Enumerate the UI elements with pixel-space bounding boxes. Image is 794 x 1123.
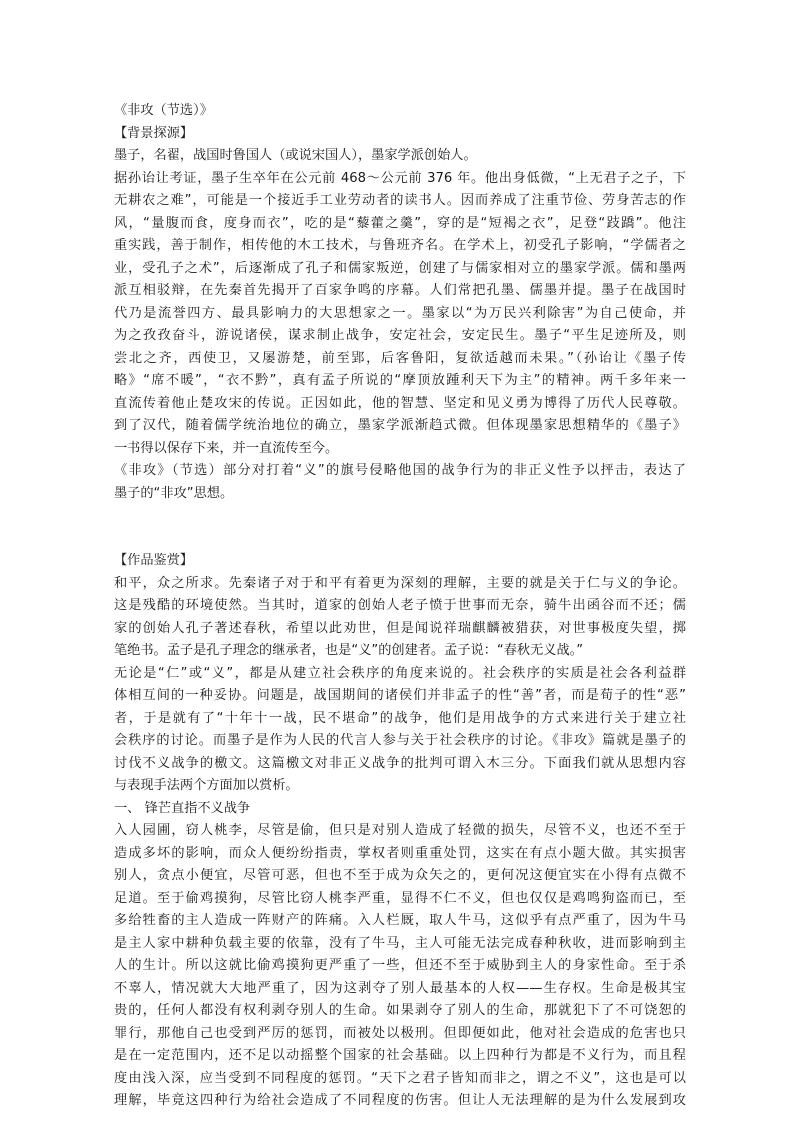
section-appreciation-body — [114, 573, 686, 1113]
paragraph-line: 代乃是流誉四方、最具影响力的大思想家之一。墨家以“为万民兴利除害”为自己使命，并 — [114, 305, 686, 321]
paragraph-line: 重实践，善于制作，相传他的木工技术，与鲁班齐名。在学术上，初受孔子影响，“学儒者之 — [114, 238, 686, 253]
paragraph-line: 据孙诒让考证，墨子生卒年在公元前 468～公元前 376 年。他出身低微，“上无君子之子，下 — [114, 170, 686, 186]
paragraph-line: 风，“量腹而食，度身而衣”，吃的是“藜藿之羹”，穿的是“短褐之衣”，足登“跂蹻”。他注 — [114, 215, 686, 231]
paragraph-line: 度由浅入深，应当受到不同程度的惩罚。“天下之君子皆知而非之，谓之不义”，这也是可以 — [114, 1070, 686, 1086]
paragraph-line: 和平，众之所求。先秦诸子对于和平有着更为深刻的理解，主要的就是关于仁与义的争论。 — [114, 575, 686, 591]
section-heading-background: 【背景探源】 — [114, 125, 194, 141]
paragraph-line: 体相互间的一种妥协。问题是，战国期间的诸侯们并非孟子的性“善”者，而是荀子的性“恶” — [114, 688, 686, 703]
paragraph-line: 者，于是就有了“十年十一战，民不堪命”的战争，他们是用战争的方式来进行关于建立社 — [114, 710, 686, 726]
paragraph-line: 这是残酷的环境使然。当其时，道家的创始人老子愤于世事而无奈，骑牛出函谷而不还；儒 — [114, 598, 686, 613]
paragraph-line: 略》“席不暖”，“衣不黔”，真有孟子所说的“摩顶放踵利天下为主”的精神。两千多年来一 — [114, 373, 686, 388]
paragraph-line: 不辜人，情况就大大地严重了，因为这剥夺了别人最基本的人权——生存权。生命是极其宝 — [114, 980, 686, 996]
paragraph-line: 与表现手法两个方面加以赏析。 — [114, 778, 299, 793]
paragraph-line: 入人园圃，窃人桃李，尽管是偷，但只是对别人造成了轻微的损失，尽管不义，也还不至于 — [114, 823, 686, 838]
blank-line — [114, 528, 686, 551]
document-page — [114, 100, 686, 1113]
paragraph-line: 直流传着他止楚攻宋的传说。正因如此，他的智慧、坚定和见义勇为博得了历代人民尊敬。 — [114, 395, 686, 411]
paragraph-line: 贵的，任何人都没有权利剥夺别人的生命。如果剥夺了别人的生命，那就犯下了不可饶恕的 — [114, 1003, 686, 1018]
section-heading-appreciation: 【作品鉴赏】 — [114, 553, 194, 568]
paragraph-line: 家的创始人孔子著述春秋，希望以此劝世，但是闻说祥瑞麒麟被猎获，对世事极度失望，掷 — [114, 620, 686, 636]
paragraph-line: 墨子，名翟，战国时鲁国人（或说宋国人），墨家学派创始人。 — [114, 148, 477, 163]
paragraph-line: 尝北之齐，西使卫，又屡游楚，前至郢，后客鲁阳，复欲适越而未果。”（孙诒让《墨子传 — [114, 350, 686, 366]
paragraph-line: 理解，毕竟这四种行为给社会造成了不同程度的伤害。但让人无法理解的是为什么发展到攻 — [114, 1093, 686, 1108]
subsection-heading: 一、 锋芒直指不义战争 — [114, 800, 251, 816]
paragraph-line: 造成多坏的影响，而众人便纷纷指责，掌权者则重重处罚，这实在有点小题大做。其实损害 — [114, 845, 686, 861]
paragraph-line: 会秩序的讨论。而墨子是作为人民的代言人参与关于社会秩序的讨论。《非攻》篇就是墨子的 — [114, 733, 686, 748]
paragraph-line: 笔绝书。孟子是孔子理念的继承者，也是“义”的创建者。孟子说：“春秋无义战。” — [114, 643, 584, 658]
paragraph-line: 人的生计。所以这就比偷鸡摸狗更严重了一些，但还不至于威胁到主人的身家性命。至于杀 — [114, 958, 686, 973]
paragraph-line: 足道。至于偷鸡摸狗，尽管比窃人桃李严重，显得不仁不义，但也仅仅是鸡鸣狗盗而已，至 — [114, 890, 686, 906]
paragraph-line: 派互相驳辩，在先秦首先揭开了百家争鸣的序幕。人们常把孔墨、儒墨并提。墨子在战国时 — [114, 283, 686, 298]
paragraph-line: 是在一定范围内，还不足以动摇整个国家的社会基础。以上四种行为都是不义行为，而且程 — [114, 1048, 686, 1063]
paragraph-line: 讨伐不义战争的檄文。这篇檄文对非正义战争的批判可谓入木三分。下面我们就从思想内容 — [114, 755, 686, 771]
paragraph-line: 是主人家中耕种负载主要的依靠，没有了牛马，主人可能无法完成春种秋收，进而影响到主 — [114, 935, 686, 951]
paragraph-line: 一书得以保存下来，并一直流传至今。 — [114, 440, 339, 456]
paragraph-line: 无耕农之难”，可能是一个接近手工业劳动者的读书人。因而养成了注重节俭、劳身苦志的作 — [114, 193, 686, 208]
paragraph-line: 多给牲畜的主人造成一阵财产的阵痛。入人栏厩，取人牛马，这似乎有点严重了，因为牛马 — [114, 913, 686, 928]
paragraph-line: 别人，贪点小便宜，尽管可恶，但也不至于成为众矢之的，更何况这便宜实在小得有点微不 — [114, 868, 686, 883]
paragraph-line: 罪行，那他自己也受到严厉的惩罚，而被处以极刑。但即便如此，他对社会造成的危害也只 — [114, 1025, 686, 1041]
paragraph-line: 无论是“仁”或“义”，都是从建立社会秩序的角度来说的。社会秩序的实质是社会各利益群 — [114, 665, 686, 681]
paragraph-line: 为之孜孜奋斗，游说诸侯，谋求制止战争，安定社会，安定民生。墨子“平生足迹所及，则 — [114, 328, 686, 343]
paragraph-line: 墨子的“非攻”思想。 — [114, 485, 234, 501]
section-background-body — [114, 145, 686, 505]
blank-line — [114, 505, 686, 528]
paragraph-line: 《非攻》（节选）部分对打着“义”的旗号侵略他国的战争行为的非正义性予以抨击，表达了 — [114, 463, 686, 478]
paragraph-line: 业，受孔子之术”，后逐渐成了孔子和儒家叛逆，创建了与儒家相对立的墨家学派。儒和墨两 — [114, 260, 686, 276]
document-title: 《非攻（节选）》 — [114, 103, 213, 118]
paragraph-line: 到了汉代，随着儒学统治地位的确立，墨家学派渐趋式微。但体现墨家思想精华的《墨子》 — [114, 418, 686, 433]
